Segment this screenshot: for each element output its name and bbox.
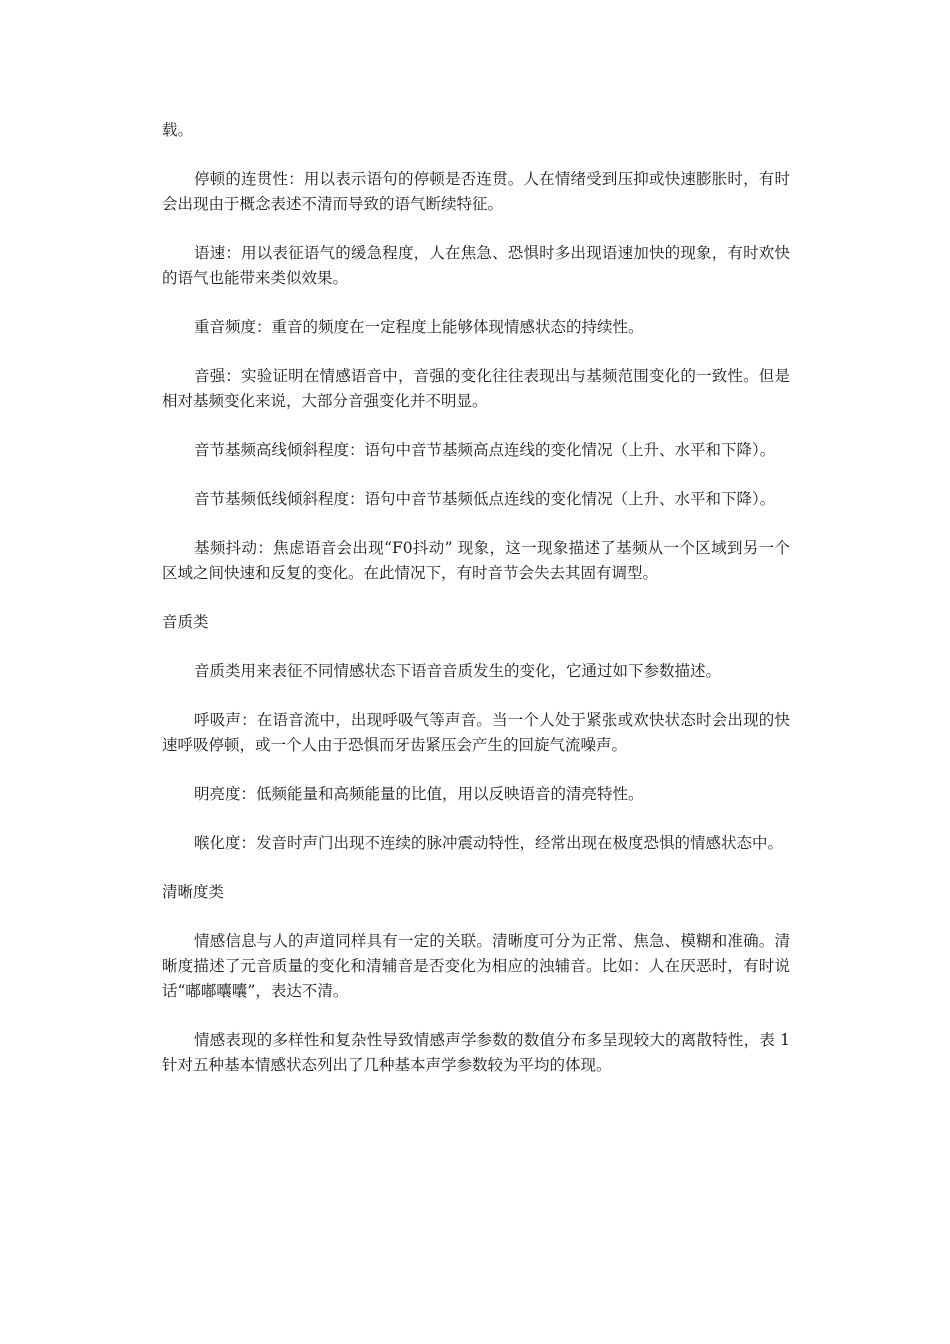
paragraph-stress-frequency: 重音频度：重音的频度在一定程度上能够体现情感状态的持续性。: [194, 318, 644, 336]
paragraph-brightness: 明亮度：低频能量和高频能量的比值，用以反映语音的清亮特性。: [194, 785, 644, 803]
paragraph-articulation: 情感信息与人的声道同样具有一定的关联。清晰度可分为正常、焦急、模糊和准确。清晰度描述了元音质量的变化和清辅音是否变化为相应的浊辅音。比如：人在厌恶时，有时说话“嘟嘟囔囔”，表达不清。: [162, 932, 790, 1000]
paragraph-continuation: 载。: [162, 121, 194, 139]
paragraph-laryngealization: 喉化度：发音时声门出现不连续的脉冲震动特性，经常出现在极度恐惧的情感状态中。: [194, 834, 784, 852]
section-heading-articulation: 清晰度类: [162, 883, 225, 901]
paragraph-f0-high-slope: 音节基频高线倾斜程度：语句中音节基频高点连线的变化情况（上升、水平和下降）。: [194, 441, 776, 459]
paragraph-voice-quality-intro: 音质类用来表征不同情感状态下语音音质发生的变化，它通过如下参数描述。: [194, 662, 722, 680]
paragraph-f0-jitter: 基频抖动：焦虑语音会出现“F0抖动” 现象，这一现象描述了基频从一个区域到另一个区域之间快速和反复的变化。在此情况下，有时音节会失去其固有调型。: [162, 539, 790, 582]
document-page: [162, 118, 790, 1102]
paragraph-speech-rate: 语速：用以表征语气的缓急程度，人在焦急、恐惧时多出现语速加快的现象，有时欢快的语气也能带来类似效果。: [162, 244, 790, 287]
paragraph-summary: 情感表现的多样性和复杂性导致情感声学参数的数值分布多呈现较大的离散特性，表 1 针对五种基本情感状态列出了几种基本声学参数较为平均的体现。: [162, 1031, 790, 1074]
section-heading-voice-quality: 音质类: [162, 613, 209, 631]
paragraph-intensity: 音强：实验证明在情感语音中，音强的变化往往表现出与基频范围变化的一致性。但是相对基频变化来说，大部分音强变化并不明显。: [162, 367, 790, 410]
paragraph-f0-low-slope: 音节基频低线倾斜程度：语句中音节基频低点连线的变化情况（上升、水平和下降）。: [194, 490, 776, 508]
paragraph-pause-coherence: 停顿的连贯性：用以表示语句的停顿是否连贯。人在情绪受到压抑或快速膨胀时，有时会出现由于概念表述不清而导致的语气断续特征。: [162, 170, 790, 213]
paragraph-breathiness: 呼吸声：在语音流中，出现呼吸气等声音。当一个人处于紧张或欢快状态时会出现的快速呼吸停顿，或一个人由于恐惧而牙齿紧压会产生的回旋气流噪声。: [162, 711, 790, 754]
